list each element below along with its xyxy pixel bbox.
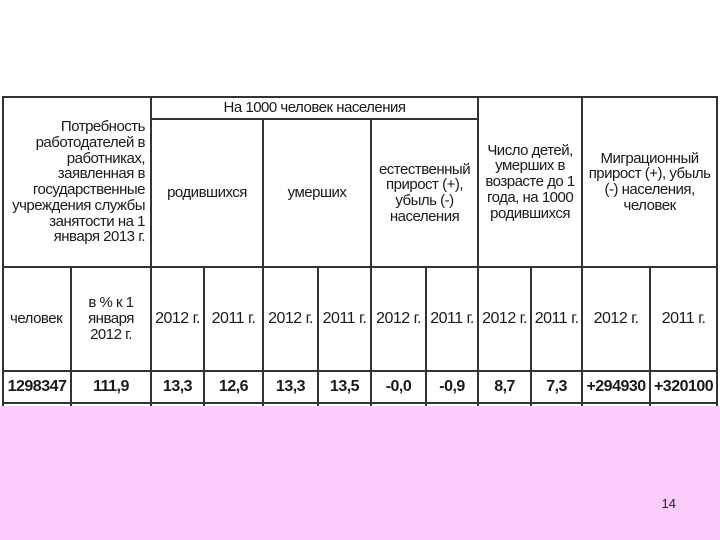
header-natural-growth: естественный прирост (+), убыль (-) населения: [371, 119, 478, 267]
value-migration-2012: +294930: [582, 371, 650, 403]
subheader-people: человек: [3, 267, 71, 371]
header-employer-demand: Потребность работодателей в работниках, заявленная в государственные учреждения службы занятости на 1 января 2013 г.: [3, 97, 151, 267]
value-percent: 111,9: [71, 371, 151, 403]
table-scan: [0, 96, 720, 406]
value-died-2011: 13,5: [318, 371, 371, 403]
value-people: 1298347: [3, 371, 71, 403]
subheader-percent: в % к 1 января 2012 г.: [71, 267, 151, 371]
year-natural-2012: 2012 г.: [371, 267, 426, 371]
statistics-table: [2, 96, 718, 406]
header-born: родившихся: [151, 119, 263, 267]
value-child-2012: 8,7: [478, 371, 531, 403]
value-died-2012: 13,3: [263, 371, 318, 403]
header-migration: Миграционный прирост (+), убыль (-) населения, человек: [582, 97, 717, 267]
value-born-2011: 12,6: [204, 371, 263, 403]
header-died: умерших: [263, 119, 371, 267]
pink-footer-band: [0, 406, 720, 540]
year-born-2011: 2011 г.: [204, 267, 263, 371]
year-migration-2012: 2012 г.: [582, 267, 650, 371]
year-born-2012: 2012 г.: [151, 267, 204, 371]
year-child-2011: 2011 г.: [531, 267, 582, 371]
header-child-deaths: Число детей, умерших в возрасте до 1 года, на 1000 родившихся: [478, 97, 582, 267]
value-natural-2011: -0,9: [426, 371, 478, 403]
value-born-2012: 13,3: [151, 371, 204, 403]
page-number: 14: [661, 496, 676, 511]
value-migration-2011: +320100: [650, 371, 717, 403]
year-died-2012: 2012 г.: [263, 267, 318, 371]
year-natural-2011: 2011 г.: [426, 267, 478, 371]
value-natural-2012: -0,0: [371, 371, 426, 403]
year-child-2012: 2012 г.: [478, 267, 531, 371]
year-died-2011: 2011 г.: [318, 267, 371, 371]
value-child-2011: 7,3: [531, 371, 582, 403]
header-per-1000: На 1000 человек населения: [151, 97, 478, 119]
year-migration-2011: 2011 г.: [650, 267, 717, 371]
